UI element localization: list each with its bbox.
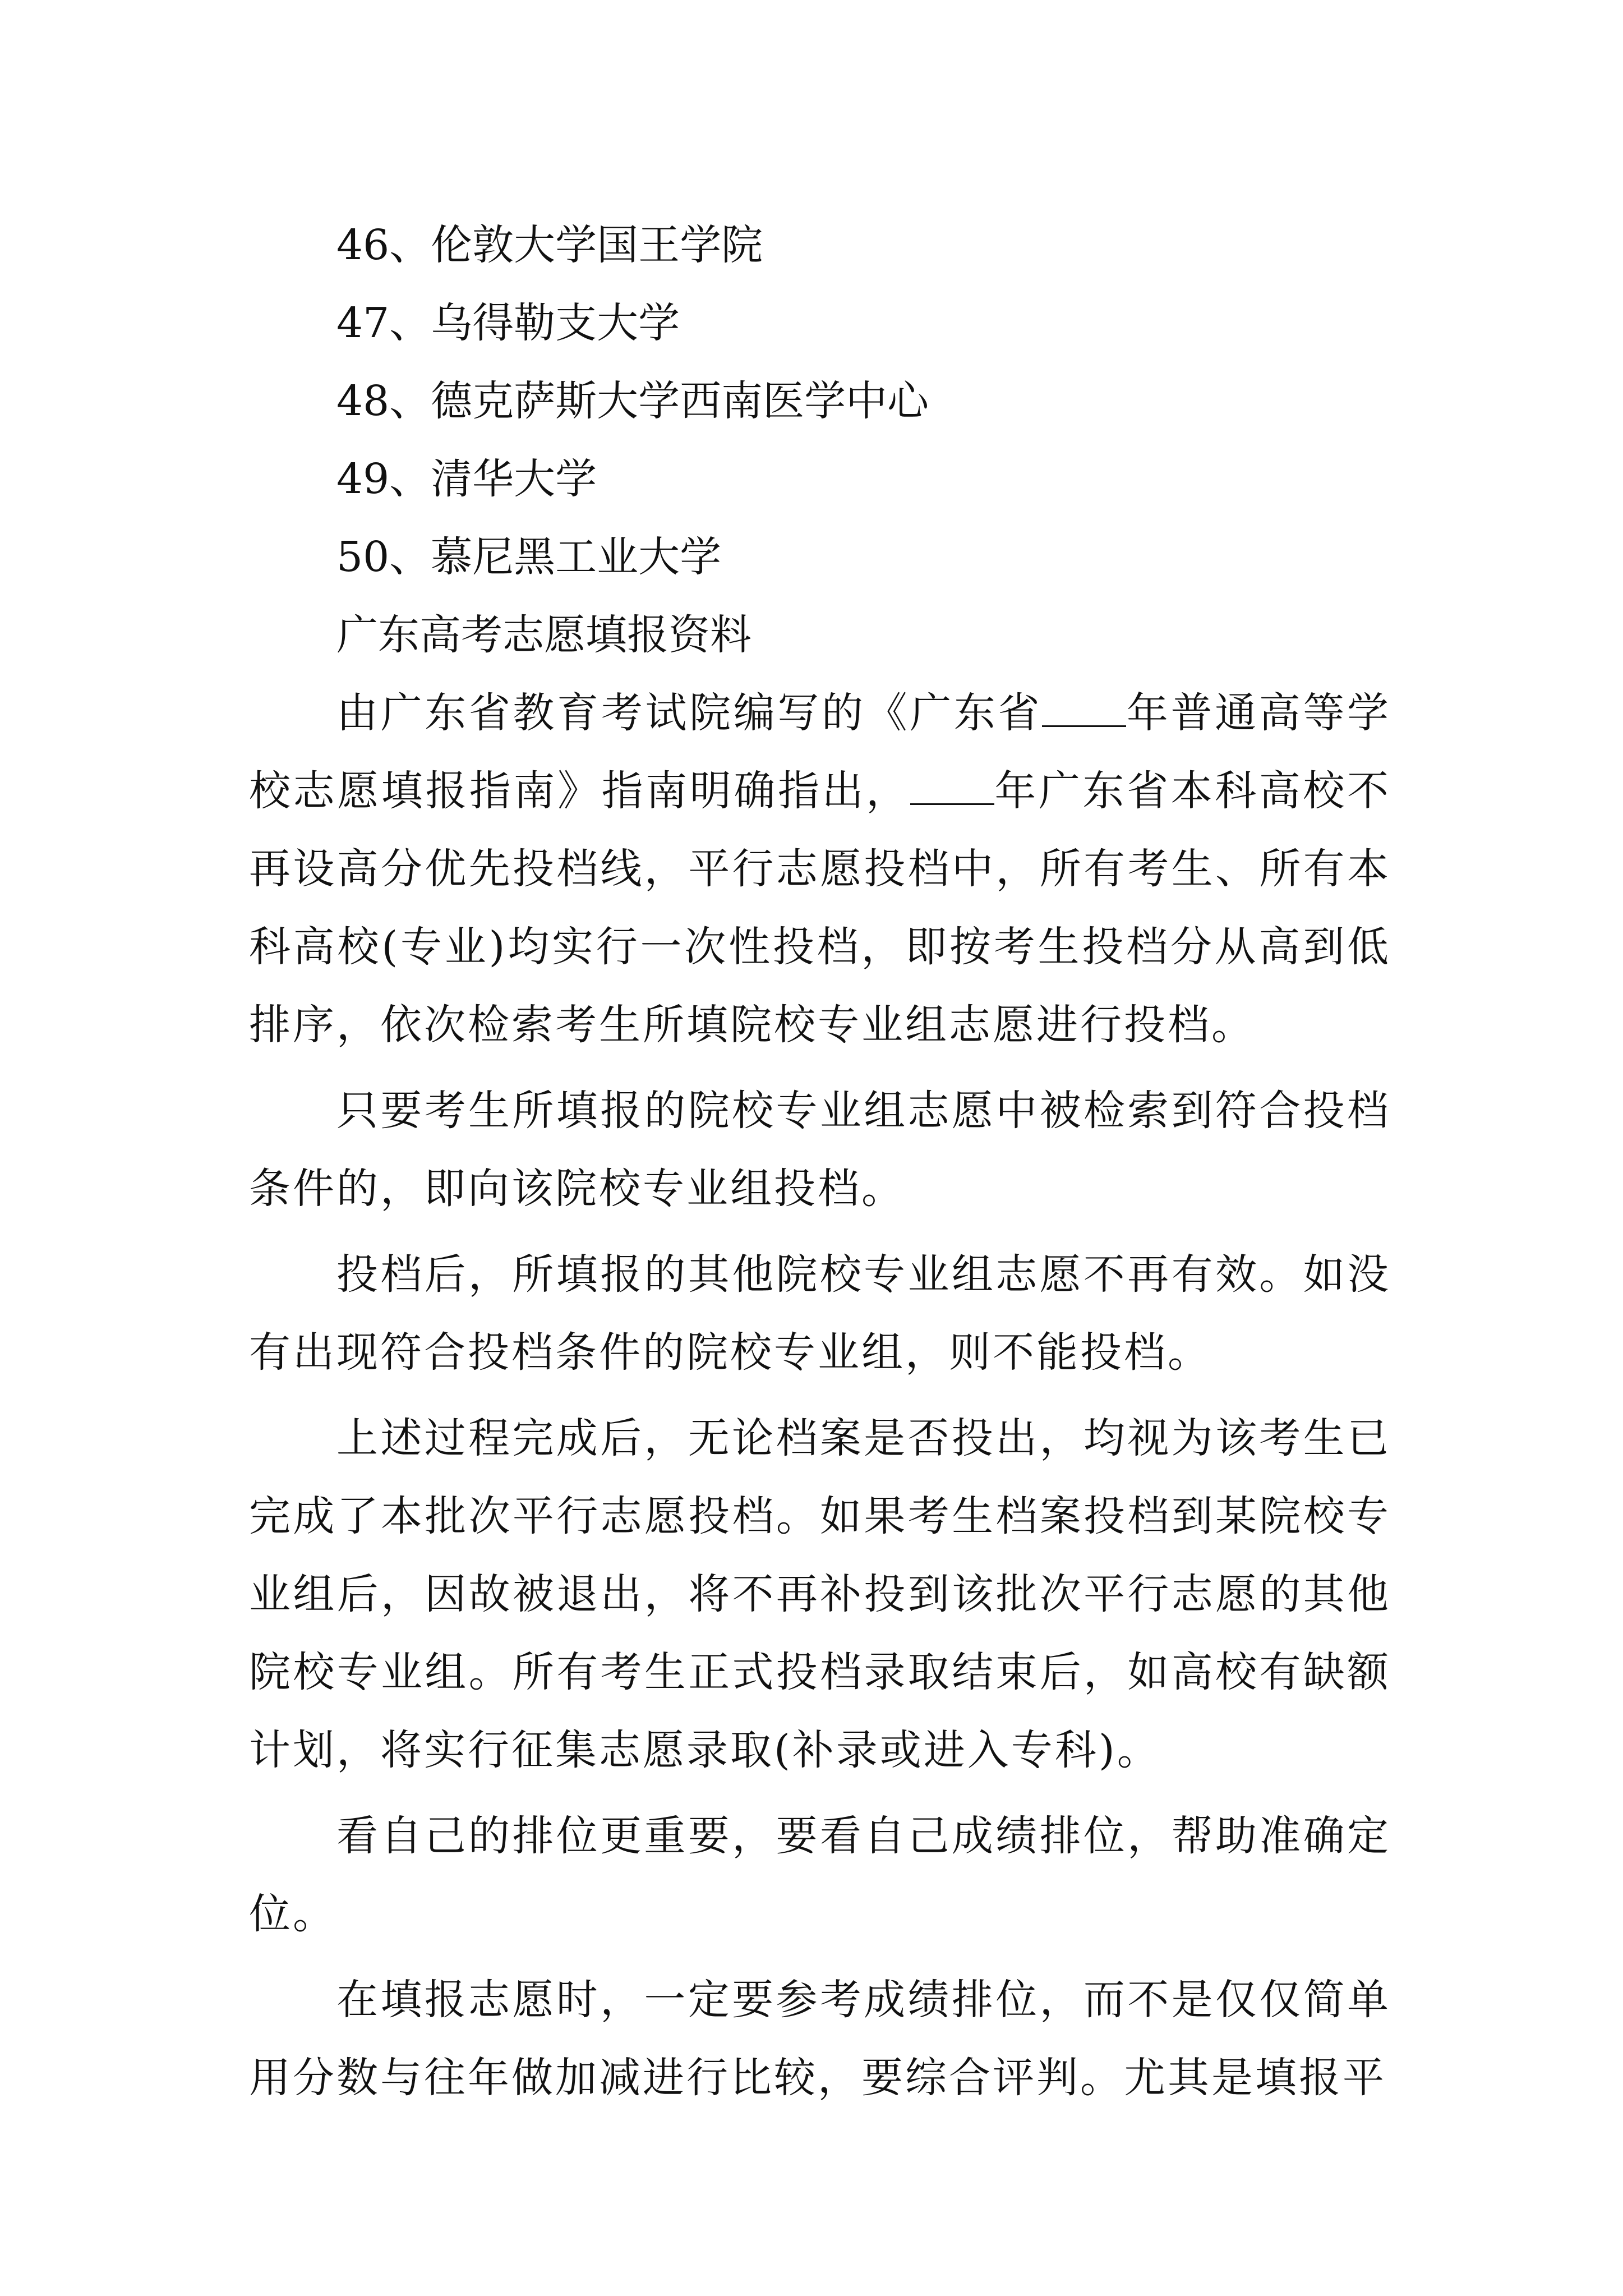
list-item: 46、伦敦大学国王学院	[336, 221, 763, 269]
list-item: 47、乌得勒支大学	[336, 299, 680, 347]
year-blank	[1042, 692, 1126, 727]
section-heading: 广东高考志愿填报资料	[336, 611, 751, 659]
document-body	[249, 206, 1391, 2125]
paragraph-text: 由广东省教育考试院编写的《广东省	[336, 689, 1043, 737]
list-item: 49、清华大学	[336, 455, 597, 503]
paragraph-text: 年广东省本科高校不再设高分优先投档线，平行志愿投档中，所有考生、所有本科高校(专业)均实行一次性投档，即按考生投档分从高到低排序，依次检索考生所填院校专业组志愿进行投档。	[249, 767, 1391, 1049]
paragraph: 只要考生所填报的院校专业组志愿中被检索到符合投档条件的，即向该院校专业组投档。	[249, 1087, 1391, 1213]
paragraph-intro	[249, 674, 1391, 1064]
paragraph: 在填报志愿时，一定要参考成绩排位，而不是仅仅简单用分数与往年做加减进行比较，要综合评判。尤其是填报平	[249, 1976, 1391, 2102]
paragraph: 上述过程完成后，无论档案是否投出，均视为该考生已完成了本批次平行志愿投档。如果考生档案投档到某院校专业组后，因故被退出，将不再补投到该批次平行志愿的其他院校专业组。所有考生正式投档录取结束后，如高校有缺额计划，将实行征集志愿录取(补录或进入专科)。	[249, 1414, 1391, 1774]
paragraph: 看自己的排位更重要，要看自己成绩排位，帮助准确定位。	[249, 1812, 1391, 1938]
paragraph: 投档后，所填报的其他院校专业组志愿不再有效。如没有出现符合投档条件的院校专业组，则不能投档。	[249, 1250, 1391, 1377]
list-item: 48、德克萨斯大学西南医学中心	[336, 377, 929, 425]
year-blank	[910, 770, 994, 805]
list-item: 50、慕尼黑工业大学	[336, 533, 722, 581]
paragraph-text: 年普通高等学校志愿填报指南》指南明确指出，	[249, 689, 1391, 815]
